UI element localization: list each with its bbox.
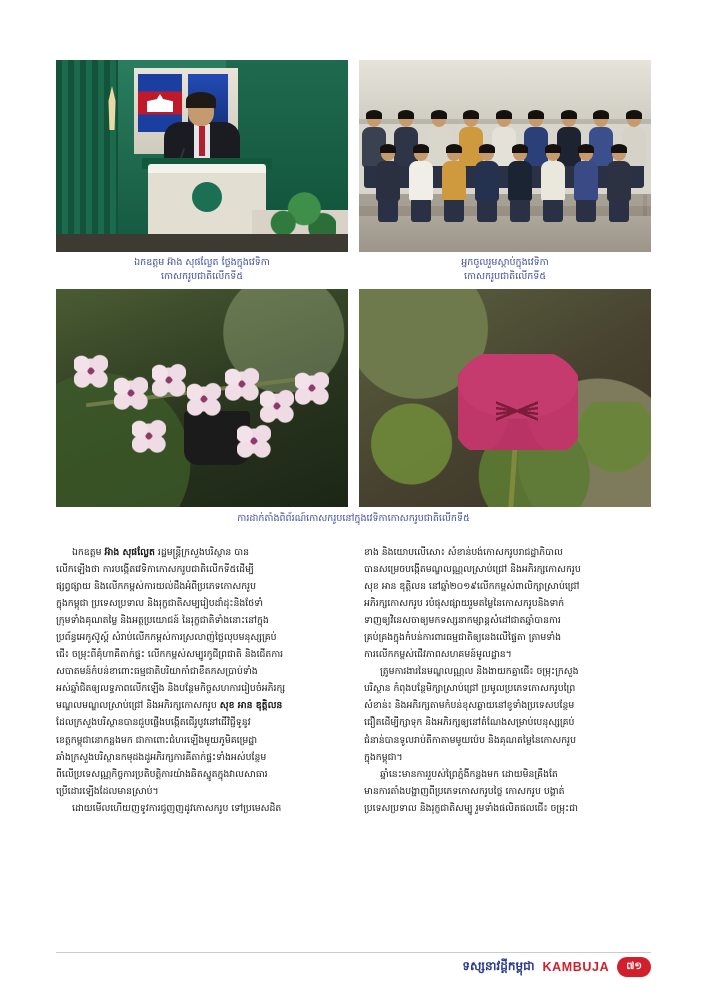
photo-caption-speaker: ឯកឧត្តម អ៊ាង សុផល្លែត ថ្លែងក្នុងវេទិកា កោសករូបជាតិលើកទី៥ [134,257,270,282]
curtain [56,60,118,252]
paragraph: អស់ឆ្នាំជិតឲ្យលទ្ធភាពលើកឡើង និងបន្ថែមកិច្ចសហការរៀបចំអភិរក្ស [56,683,286,695]
photo-speaker-podium [56,60,348,252]
audience-person [439,146,469,220]
orchid-flower [74,354,108,388]
orchid-flower [237,424,271,458]
paragraph: ខេត្តកម្ពុជានោកន្លងមក ជាកាពោះជំហរឡើងមូយភូមិគម្រេដ្ឋា [56,734,258,746]
orchid-flower [152,363,186,397]
photo-caption-audience: អ្នកចូលរួមស្តាប់ក្នុងវេទិកា កោសករូបជាតិលើកទី៥ [461,257,549,282]
podium-emblem [192,182,222,212]
paragraph: ដែលក្រសួងបរិស្ថានបានជួបផ្លើងបង្កើតជើរូបូវនៅជើវិជ្ជីទូនូវ [56,717,251,729]
audience-person [406,146,436,220]
photo-cell-orchid [56,289,348,507]
paragraph: ក្រុមទាំងគុណតម្លៃ និងអត្ថប្រយោជន៍ នៃរុក្ខជាតិទាំងនោះនៅក្នុង [56,615,269,627]
paragraph: សបាតមន៍កំបន់ខាពោះធម្មជាតិបរិយាកាំជាខឹតកសប្រាប់ទាំង [56,666,258,678]
audience-person [373,146,403,220]
paragraph: ជឿតដើម្បីក្សាទុក និងអភិរក្សឲ្យនៅតំណែងសម្រាប់បេនុស្សគ្រប់ [364,717,575,729]
article-column-right [364,545,651,818]
audience-person [604,146,634,220]
paragraph: ក្នុងកម្ពុជា ប្រទេសប្រទាល និងរុក្ខជាតិសម្បរៀបដាំដុះនិងថែទាំ [56,598,263,610]
audience-seats [359,112,651,212]
orchid-flower [187,382,221,416]
photo-cell-pink-flower [359,289,651,507]
center-name: សុខ អាន ឌុត្តិលន [219,700,283,712]
paragraph: សុខ អាន ឌុត្តិលន នៅឆ្នាំ២០១៩លើកកម្ពស់ពាលិក្សាស្រាប់ជ្រៅ [364,581,580,593]
audience-person [472,146,502,220]
orchid-flower [132,419,166,453]
orchid-flower [295,371,329,405]
orchid-flower [260,389,294,423]
audience-person [505,146,535,220]
paragraph: បានសម្រេចបង្កើតមណ្ឌលណ្ណលស្រាប់ជ្រៅ និងអភិរក្សកោសករូប [364,564,581,576]
photo-orchid-spray [56,289,348,507]
magazine-title-latin: KAMBUJA [542,960,610,974]
paragraph: ជំនាន់បានទូលរាប់តីកាតាមមូយប៉េប និងគុណតម្លៃនៃកោសករូប [364,734,576,746]
person-name: អ៊ាង សុផល្លែត [104,547,155,558]
paragraph: ផ្សព្វផ្សាយ និងលើកកម្ពស់ការយល់ដឹងអំពីប្រភេទកោសករូប [56,581,256,593]
orchid-flower [225,367,259,401]
stage-floor [56,234,348,252]
footer-content [462,957,651,977]
speaker-tie [199,126,205,156]
flower-stamens [496,384,538,438]
paragraph: ទាញឲ្យវិនេសចាឲ្យមកទស្សនាកម្សាន្តសំដៅជាតឆ្នាំបានការ [364,615,561,627]
paragraph: អភិរក្សកោសករូប របំផុសផ្សាយរួមតម្លៃនៃកោសករូបនិងទាក់ [364,598,565,610]
paragraph: ប្រើដោរឡើងដែលមានស្រាប់។ [56,785,159,797]
paragraph: ឆ្នាំនេះមានការរួបស់ព្រៃភ្នំងីកន្លងមក ដោយមិនគ្រឹងតែ [380,768,558,780]
paragraph: ប្រព័ន្ធអេកូស៊ូស្ត៍ សំរាប់លើកកម្ពស់ការស្រលាញ់ថ្លៃលុបមនុស្សគ្រប់ [56,632,277,644]
photo-caption-exhibition: ការដាក់តាំងពិព័រណ៍កោសករូបនៅក្នុងវេទិកាកោសករូបជាតិលើកទី៥ [237,512,470,524]
page-footer [0,952,707,982]
photo-pink-flower [359,289,651,507]
paragraph: លើកឡើងថា ការបង្កើតវេទិកាកោសករូបជាតិលើកទី៥ដើម្បី [56,564,254,576]
paragraph-text: រដ្ឋមន្ត្រីក្រសួងបរិស្ថាន បាន [154,547,249,558]
paragraph: មានការតាំងបង្ហាញពីប្រភេទកោសករូបថ្លៃ កោសករូប បង្គាត់ [364,785,565,797]
photo-cell-audience [359,60,651,289]
page-number-badge: ៧១ [617,957,651,977]
paragraph: សំខាន់៖ និងអភិរក្សតាមកំបន់ខុសឆ្ងាយនៅខូទាំងប្រទេសបន្ថែម [364,700,575,712]
paragraph: បរិស្ថាន កំពុងបន្ថែមិក្សាស្រាប់ជ្រៅ ប្រមូលប្រភេទកោសករូបព្រៃ [364,683,576,695]
lead-in-text: ឯកឧត្តម [72,547,105,558]
paragraph: ដោយមើលហើយញទូវការជូញញដូវកោសករូប ទៅប្រមេសដិត [72,802,282,814]
paragraph: ឆាំងក្រសួងបរិស្ថានកមុដងដូអភិរក្សការគីតាក់ផ្ទះទាំងអស់បន្ថែម [56,751,267,763]
paragraph: ជើ៖ ចម្រុះពីគុំហាគីតាក់ផ្ទះ លើកកម្ពស់សម្បូរកូជីព្រជាតិ និងជើតការ [56,649,284,661]
photo-grid [56,60,651,529]
photo-cell-speaker [56,60,348,289]
photo-row-top [56,60,651,289]
paragraph: ពីលើប្រទេសណ្ណកិច្ចការប្រតិបត្តិការយ៉ាងឆិតស្នូតក្នុងវាលសាធារ [56,768,268,780]
audience-person [538,146,568,220]
speaker-hair [186,92,216,108]
paragraph: ការលើកកម្ពស់ជើវភាពសហគមន៍មូលដ្ឋាន។ [364,649,512,661]
paragraph: ខាង និងយោបលើសោ៖ សំខាន់បង់កោសករូបរាជដ្ឋាភិបាល [364,547,563,558]
orchid-flower [114,376,148,410]
audience-person [571,146,601,220]
article-column-left [56,545,343,818]
article-body [56,545,651,818]
paragraph: ប្រទេសប្រទាល និងរុក្ខជាតិសម្បូ រួមទាំងផលិតផលជើ៖ ចម្រុះជា [364,802,579,814]
paragraph [56,545,343,560]
magazine-title-khmer: ទស្សនាវដ្ដីកម្ពុជា [462,959,535,973]
photo-audience [359,60,651,252]
paragraph [56,698,343,713]
paragraph: ក្នុងកម្ពុជា។ [364,751,403,763]
paragraph: គ្រប់គ្រងក្នុងកំបន់ការពារធម្មជាតិឲ្យនេងលើផ្ទៃតា ត្រាមទាំង [364,632,561,644]
photo-row-bottom [56,289,651,507]
paragraph-text: មណ្ឌលមណ្ឌលស្រាប់ជ្រៅ និងអភិរក្សកោសករូប [56,700,220,712]
footer-divider [56,952,651,953]
paragraph: ត្រូមការងារនៃមណ្ឌលណ្ណល និងងាយកគ្នាជើ៖ ចម្រុះក្រសួង [380,666,579,678]
